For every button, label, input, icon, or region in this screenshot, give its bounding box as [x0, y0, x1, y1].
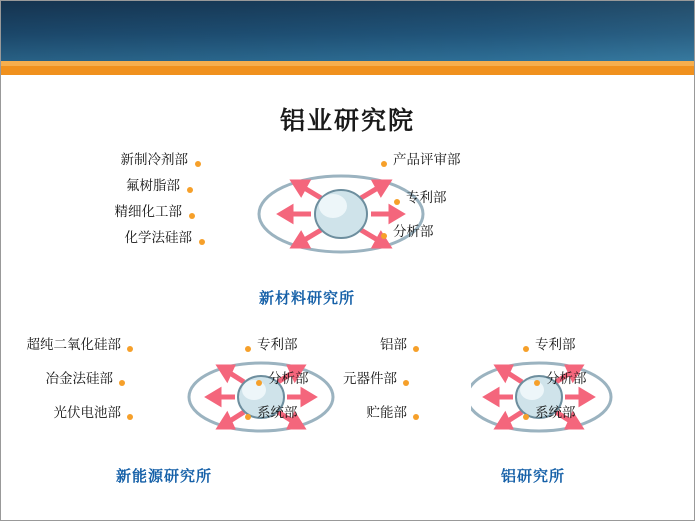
node-label: 专利部: [257, 337, 298, 353]
node-label: 分析部: [268, 371, 309, 387]
node-label: 氟树脂部: [126, 178, 180, 194]
bullet-dot: [199, 239, 205, 245]
bullet-dot: [245, 346, 251, 352]
group-caption: 铝研究所: [501, 467, 566, 485]
header-gradient-band: [1, 1, 694, 61]
node-label: 系统部: [257, 405, 298, 421]
node-label: 光伏电池部: [53, 405, 121, 421]
radial-diagram-graphic: [181, 151, 501, 281]
node-label: 化学法硅部: [124, 230, 192, 246]
bullet-dot: [381, 161, 387, 167]
node-label: 铝部: [380, 337, 407, 353]
node-label: 冶金法硅部: [45, 371, 113, 387]
node-label: 产品评审部: [393, 152, 461, 168]
page-title: 铝业研究院: [279, 106, 415, 135]
bullet-dot: [523, 414, 529, 420]
node-label: 元器件部: [343, 371, 397, 387]
bullet-dot: [245, 414, 251, 420]
radial-diagram-graphic: [151, 339, 441, 459]
bullet-dot: [127, 346, 133, 352]
bullet-dot: [523, 346, 529, 352]
orange-divider-highlight: [1, 61, 694, 66]
bullet-dot: [403, 380, 409, 386]
node-label: 分析部: [546, 371, 587, 387]
radial-diagram-graphic: [471, 339, 691, 459]
bullet-dot: [534, 380, 540, 386]
bullet-dot: [189, 213, 195, 219]
node-label: 超纯二氧化硅部: [26, 337, 121, 353]
bullet-dot: [187, 187, 193, 193]
bullet-dot: [413, 414, 419, 420]
bullet-dot: [195, 161, 201, 167]
group-caption: 新材料研究所: [259, 289, 356, 307]
node-label: 专利部: [535, 337, 576, 353]
header-gradient-overlay: [1, 1, 694, 61]
node-label: 贮能部: [366, 405, 407, 421]
node-label: 精细化工部: [114, 204, 182, 220]
group-caption: 新能源研究所: [116, 467, 213, 485]
node-label: 分析部: [393, 224, 434, 240]
bullet-dot: [127, 414, 133, 420]
diagram-group-new-materials: [114, 151, 501, 311]
diagram-group-aluminium: [343, 337, 691, 489]
node-label: 新制冷剂部: [120, 152, 188, 168]
node-label: 专利部: [406, 190, 447, 206]
bullet-dot: [394, 199, 400, 205]
bullet-dot: [413, 346, 419, 352]
node-label: 系统部: [535, 405, 576, 421]
bullet-dot: [381, 233, 387, 239]
bullet-dot: [119, 380, 125, 386]
